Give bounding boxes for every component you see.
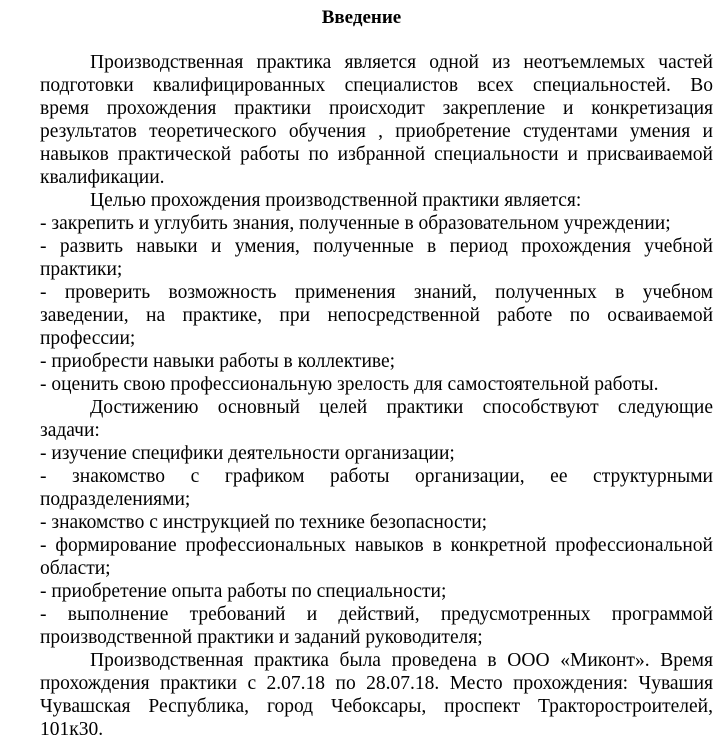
text-line: - приобретение опыта работы по специальности; [40,581,447,602]
text-line: - знакомство с графиком работы организации, ее структурными [40,466,713,487]
text-line: заведении, на практике, при непосредственной работе по осваиваемой [40,305,713,326]
text-line: - развить навыки и умения, полученные в период прохождения учебной [40,236,713,257]
text-line: - приобрести навыки работы в коллективе; [40,351,396,372]
text-line: Достижению основный целей практики способствуют следующие [90,397,713,418]
text-line: - выполнение требований и действий, предусмотренных программой [40,604,713,625]
text-line: 101к30. [40,719,104,740]
document-title: Введение [321,7,402,28]
text-line: Целью прохождения производственной практики является: [90,190,582,211]
text-line: - знакомство с инструкцией по технике безопасности; [40,512,488,533]
text-line: подразделениями; [40,489,191,510]
text-line: задачи: [40,420,100,441]
text-line: Производственная практика была проведена в ООО «Миконт». Время [90,650,713,671]
text-line: - закрепить и углубить знания, полученные в образовательном учреждении; [40,213,671,234]
text-line: - изучение специфики деятельности организации; [40,443,455,464]
document-body [40,51,713,741]
text-line: Чувашская Республика, город Чебоксары, проспект Тракторостроителей, [40,696,713,717]
text-line: области; [40,558,111,579]
text-line: квалификации. [40,167,165,188]
text-line: навыков практической работы по избранной специальности и присваиваемой [40,144,713,165]
text-line: прохождения практики с 2.07.18 по 28.07.18. Место прохождения: Чувашия [40,673,713,694]
text-line: практики; [40,259,123,280]
text-line: подготовки квалифицированных специалистов всех специальностей. Во [40,75,713,96]
text-line: - проверить возможность применения знаний, полученных в учебном [40,282,713,303]
text-line: профессии; [40,328,136,349]
text-line: время прохождения практики происходит закрепление и конкретизация [40,98,713,119]
text-line: - оценить свою профессиональную зрелость для самостоятельной работы. [40,374,659,395]
text-line: Производственная практика является одной из неотъемлемых частей [90,52,713,73]
text-line: - формирование профессиональных навыков в конкретной профессиональной [40,535,713,556]
text-line: производственной практики и заданий руководителя; [40,627,483,648]
text-line: результатов теоретического обучения , приобретение студентами умения и [40,121,713,142]
